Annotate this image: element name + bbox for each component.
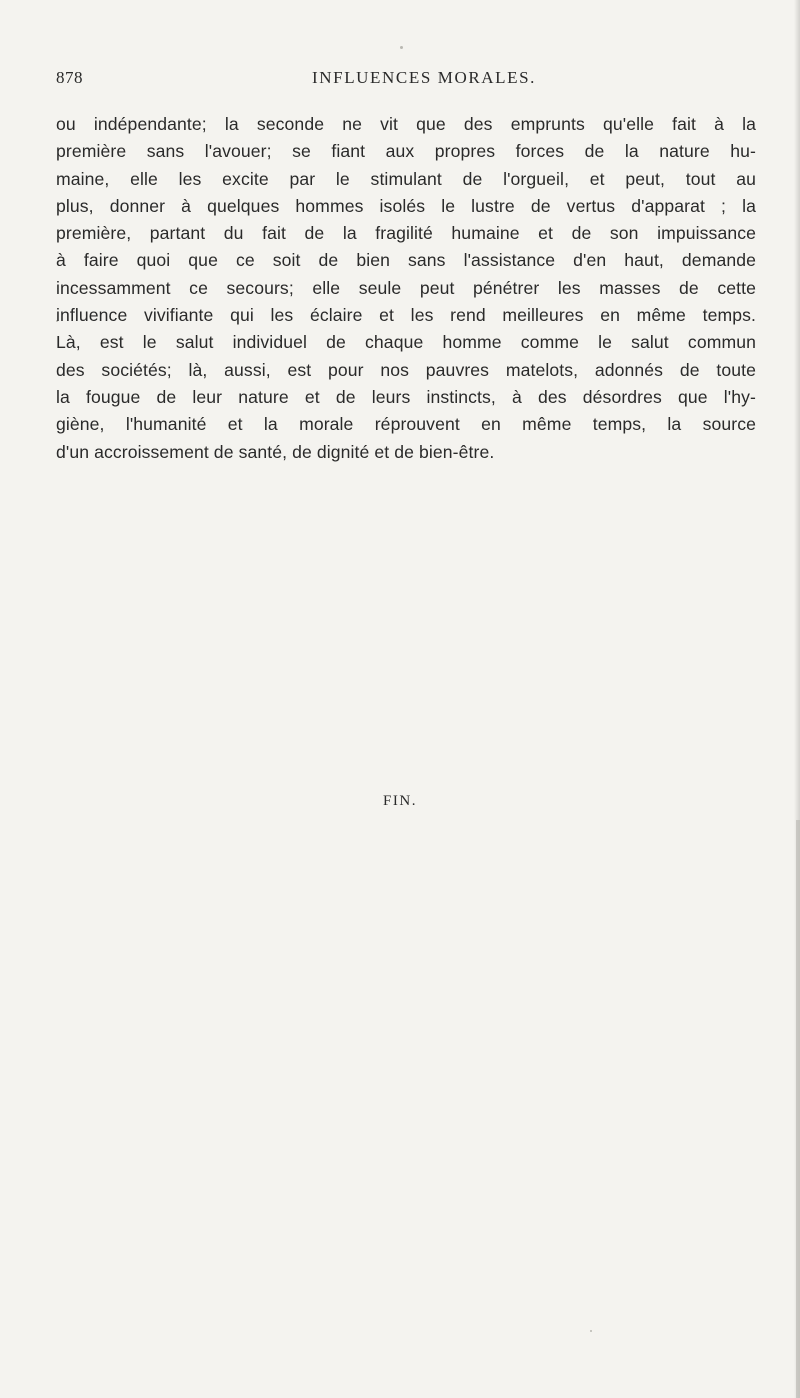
end-marker: FIN. <box>383 793 417 809</box>
text-line: ou indépendante; la seconde ne vit que des emprunts qu'elle fait à la <box>56 114 756 134</box>
text-line: la fougue de leur nature et de leurs instincts, à des désordres que l'hy- <box>56 386 756 407</box>
body-paragraph <box>56 111 756 466</box>
page-number: 878 <box>56 68 83 87</box>
text-line: d'un accroissement de santé, de dignité et de bien-être. <box>56 441 495 462</box>
text-line: giène, l'humanité et la morale réprouvent en même temps, la source <box>56 414 756 435</box>
paper-speck <box>590 1330 592 1332</box>
text-line: première, partant du fait de la fragilité humaine et de son impuissance <box>56 223 756 244</box>
text-line: des sociétés; là, aussi, est pour nos pauvres matelots, adonnés de toute <box>56 359 756 380</box>
text-line: plus, donner à quelques hommes isolés le lustre de vertus d'apparat ; la <box>56 195 756 216</box>
text-line: première sans l'avouer; se fiant aux propres forces de la nature hu- <box>56 141 756 162</box>
running-title: INFLUENCES MORALES. <box>312 68 537 87</box>
page-header <box>56 68 746 98</box>
page-edge-strip <box>796 820 800 1398</box>
text-line: Là, est le salut individuel de chaque homme comme le salut commun <box>56 332 756 353</box>
text-line: maine, elle les excite par le stimulant de l'orgueil, et peut, tout au <box>56 168 756 189</box>
paper-speck <box>400 46 403 49</box>
text-line: à faire quoi que ce soit de bien sans l'assistance d'en haut, demande <box>56 250 756 271</box>
text-line: influence vivifiante qui les éclaire et les rend meilleures en même temps. <box>56 305 756 326</box>
text-line: incessamment ce secours; elle seule peut pénétrer les masses de cette <box>56 277 756 298</box>
